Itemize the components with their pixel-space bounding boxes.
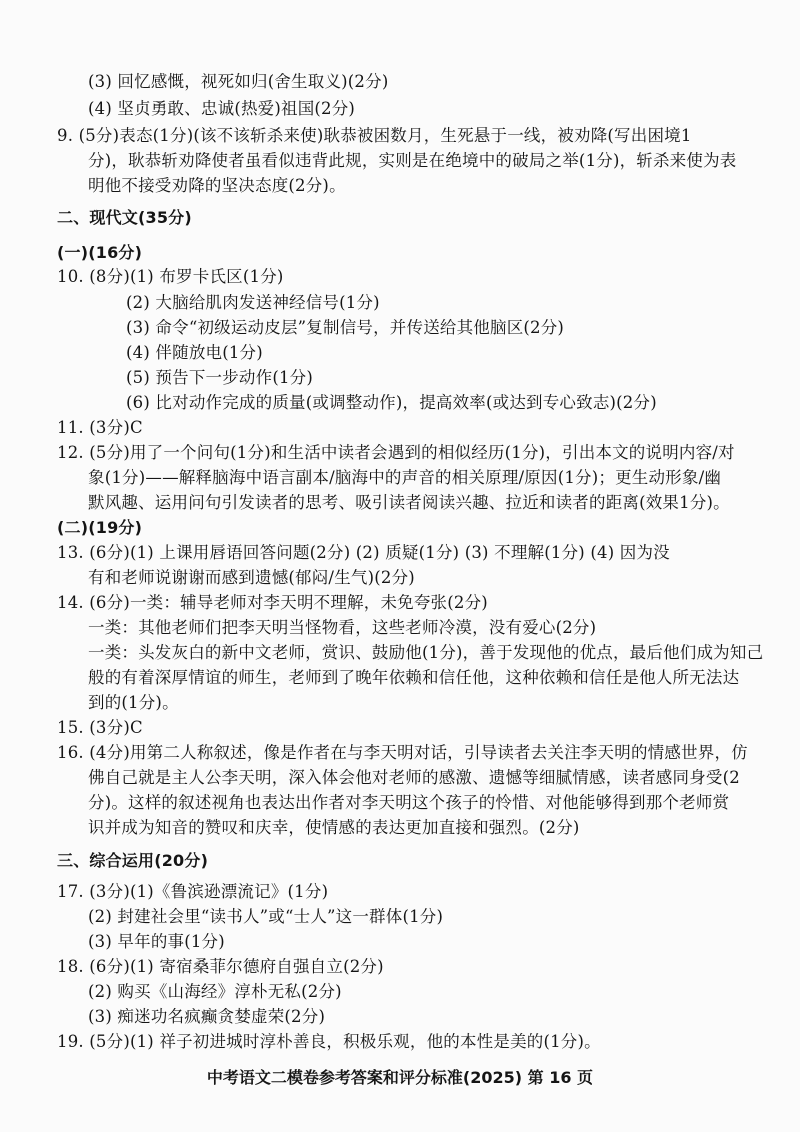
page-footer: 中考语文二模卷参考答案和评分标准(2025) 第 16 页	[206, 1068, 594, 1087]
answer-10-3: (3) 命令“初级运动皮层”复制信号，并传送给其他脑区(2分)	[126, 318, 565, 337]
answer-18-3: (3) 痴迷功名疯癫贪婪虚荣(2分)	[88, 1007, 326, 1026]
answer-16-line-2: 佛自己就是主人公李天明，深入体会他对老师的感激、遗憾等细腻情感，读者感同身受(2	[88, 768, 740, 787]
answer-10-1: 10. (8分)(1) 布罗卡氏区(1分)	[57, 267, 284, 286]
answer-16-line-3: 分)。这样的叙述视角也表达出作者对李天明这个孩子的怜惜、对他能够得到那个老师赏	[88, 793, 730, 812]
answer-13-line-1: 13. (6分)(1) 上课用唇语回答问题(2分) (2) 质疑(1分) (3) 不理解(1分) (4) 因为没	[57, 543, 670, 562]
section-heading-modern-text: 二、现代文(35分)	[57, 208, 192, 227]
answer-16-line-1: 16. (4分)用第二人称叙述，像是作者在与李天明对话，引导读者去关注李天明的情感世界，仿	[57, 743, 748, 762]
answer-13-line-2: 有和老师说谢谢而感到遗憾(郁闷/生气)(2分)	[88, 568, 415, 587]
answer-14-line-3: 一类：头发灰白的新中文老师，赏识、鼓励他(1分)，善于发现他的优点，最后他们成为知己	[88, 643, 764, 662]
answer-12-line-3: 默风趣、运用问句引发读者的思考、吸引读者阅读兴趣、拉近和读者的距离(效果1分)。	[88, 493, 730, 512]
answer-17-1: 17. (3分)(1)《鲁滨逊漂流记》(1分)	[57, 882, 329, 901]
answer-10-6: (6) 比对动作完成的质量(或调整动作)，提高效率(或达到专心致志)(2分)	[126, 393, 657, 412]
answer-9-line-2: 分)，耿恭斩劝降使者虽看似违背此规，实则是在绝境中的破局之举(1分)，斩杀来使为表	[88, 151, 737, 170]
answer-12-line-2: 象(1分)——解释脑海中语言副本/脑海中的声音的相关原理/原因(1分)；更生动形象/幽	[88, 468, 722, 487]
answer-14-line-4: 般的有着深厚情谊的师生，老师到了晚年依赖和信任他，这种依赖和信任是他人所无法达	[88, 668, 740, 687]
answer-15: 15. (3分)C	[57, 718, 143, 737]
subsection-heading-2: (二)(19分)	[57, 518, 143, 537]
answer-9-line-1: 9. (5分)表态(1分)(该不该斩杀来使)耿恭被困数月，生死悬于一线，被劝降(写出困境1	[57, 126, 692, 145]
answer-11: 11. (3分)C	[57, 418, 143, 437]
answer-12-line-1: 12. (5分)用了一个问句(1分)和生活中读者会遇到的相似经历(1分)，引出本文的说明内容/对	[57, 443, 735, 462]
answer-16-line-4: 识并成为知音的赞叹和庆幸，使情感的表达更加直接和强烈。(2分)	[88, 818, 580, 837]
subsection-heading-1: (一)(16分)	[57, 243, 143, 262]
answer-19-1: 19. (5分)(1) 祥子初进城时淳朴善良，积极乐观，他的本性是美的(1分)。	[57, 1032, 601, 1051]
answer-14-line-1: 14. (6分)一类：辅导老师对李天明不理解，未免夸张(2分)	[57, 593, 488, 612]
answer-17-2: (2) 封建社会里“读书人”或“士人”这一群体(1分)	[88, 907, 444, 926]
answer-18-1: 18. (6分)(1) 寄宿桑菲尔德府自强自立(2分)	[57, 957, 384, 976]
answer-8-3: (3) 回忆感慨，视死如归(舍生取义)(2分)	[88, 72, 389, 91]
answer-18-2: (2) 购买《山海经》淳朴无私(2分)	[88, 982, 342, 1001]
answer-10-2: (2) 大脑给肌肉发送神经信号(1分)	[126, 293, 380, 312]
answer-8-4: (4) 坚贞勇敢、忠诚(热爱)祖国(2分)	[88, 99, 356, 118]
answer-9-line-3: 明他不接受劝降的坚决态度(2分)。	[88, 176, 346, 195]
answer-14-line-2: 一类：其他老师们把李天明当怪物看，这些老师冷漠，没有爱心(2分)	[88, 618, 597, 637]
answer-17-3: (3) 早年的事(1分)	[88, 932, 225, 951]
answer-10-4: (4) 伴随放电(1分)	[126, 343, 263, 362]
answer-14-line-5: 到的(1分)。	[88, 693, 179, 712]
section-heading-integrated-use: 三、综合运用(20分)	[57, 851, 209, 870]
answer-10-5: (5) 预告下一步动作(1分)	[126, 368, 313, 387]
